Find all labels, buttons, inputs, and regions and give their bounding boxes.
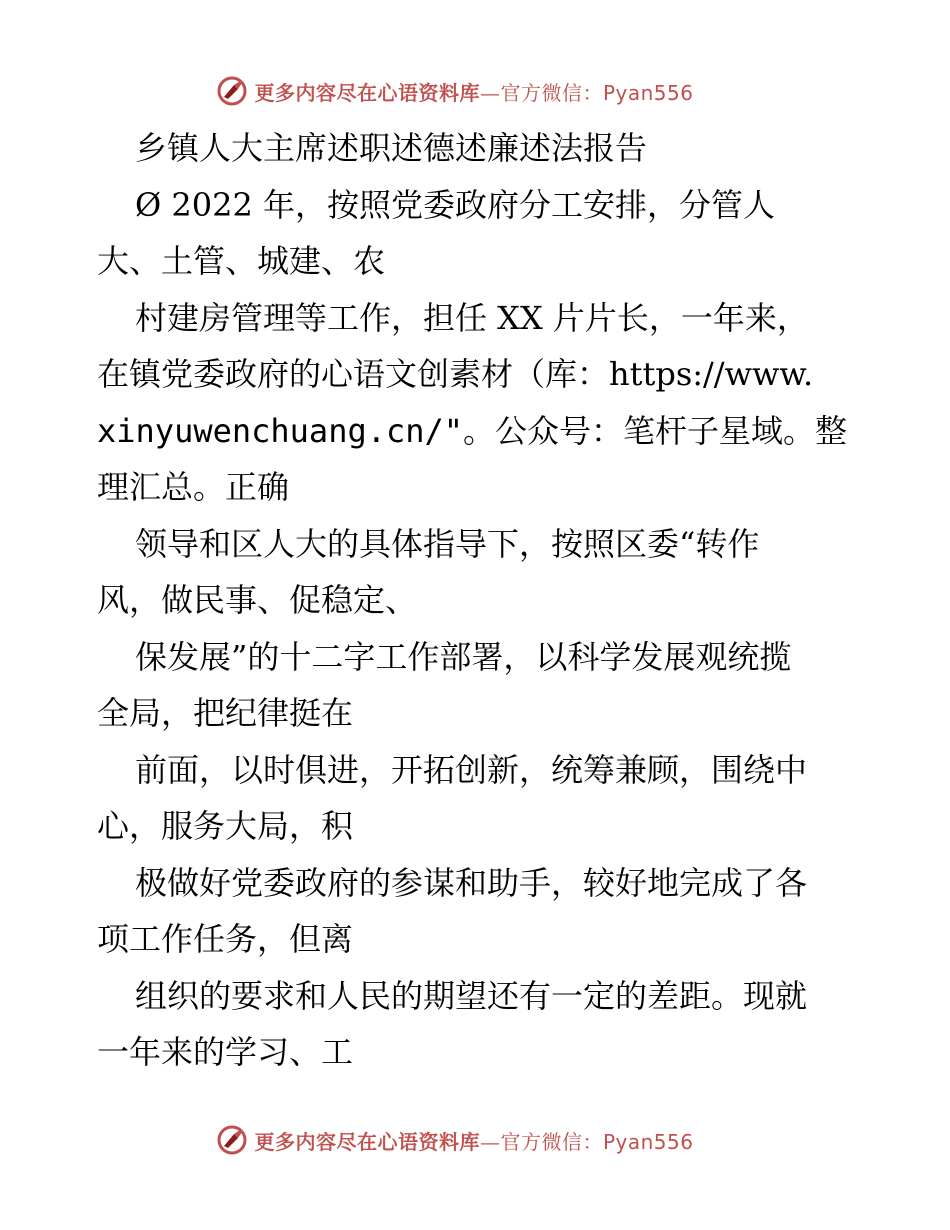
document-body (97, 120, 857, 1081)
brand-logo-icon (216, 1124, 248, 1156)
paragraph-line: 前面，以时俱进，开拓创新，统筹兼顾，围绕中 (135, 750, 808, 789)
paragraph-line: 保发展”的十二字工作部署，以科学发展观统揽 (135, 637, 792, 676)
paragraph-line: 村建房管理等工作，担任 XX 片片长，一年来， (135, 298, 809, 337)
header-banner-text: 更多内容尽在心语资料库—官方微信：Pyan556 (254, 80, 694, 105)
document-title: 乡镇人大主席述职述德述廉述法报告 (135, 129, 648, 167)
paragraph-line: 极做好党委政府的参谋和助手，较好地完成了各 (135, 863, 808, 902)
brand-logo-icon (216, 75, 248, 107)
paragraph-line: xinyuwenchuang.cn/"。公众号：笔杆子星域。整 (97, 411, 848, 450)
paragraph-line: 组织的要求和人民的期望还有一定的差距。现就 (135, 976, 808, 1015)
paragraph-line: 心，服务大局，积 (97, 807, 354, 845)
paragraph-line: 领导和区人大的具体指导下，按照区委“转作 (135, 524, 760, 563)
paragraph-line: 项工作任务，但离 (97, 920, 354, 958)
paragraph-line: 风，做民事、促稳定、 (97, 581, 418, 619)
paragraph-line: 在镇党委政府的心语文创素材（库：https://www. (97, 355, 814, 393)
paragraph-line: 大、土管、城建、农 (97, 242, 386, 280)
footer-banner (0, 1120, 950, 1160)
footer-banner-text: 更多内容尽在心语资料库—官方微信：Pyan556 (254, 1129, 694, 1154)
paragraph-line: 理汇总。正确 (97, 468, 290, 506)
paragraph-line: Ø 2022 年，按照党委政府分工安排，分管人 (135, 185, 776, 224)
paragraph-line: 全局，把纪律挺在 (97, 694, 354, 732)
header-banner (0, 71, 950, 111)
paragraph-line: 一年来的学习、工 (97, 1033, 354, 1071)
